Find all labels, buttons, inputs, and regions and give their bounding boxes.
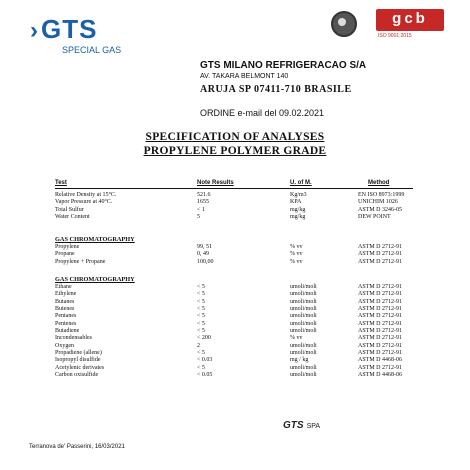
table-cell-unit: % vv xyxy=(290,243,303,250)
table-cell-method: ASTM D 2712-91 xyxy=(358,243,403,250)
table-cell-result: < 0.05 xyxy=(197,372,213,379)
table-cell-test: Carbon oxisulfide xyxy=(55,372,99,379)
table-cell-method: ASTM D 2712-91 xyxy=(358,291,403,298)
table-cell-unit: umoli/moli xyxy=(290,305,317,312)
recipient-company: GTS MILANO REFRIGERACAO S/A xyxy=(200,60,367,71)
logo-subtitle: SPECIAL GAS xyxy=(62,45,122,55)
table-cell-unit: umoli/moli xyxy=(290,283,317,290)
table-cell-test: Isopropyl disulfide xyxy=(55,357,101,364)
order-reference: ORDINE e-mail del 09.02.2021 xyxy=(200,108,325,118)
table-cell-result: < 1 xyxy=(197,206,205,213)
table-cell-method: ASTM D 4468-06 xyxy=(358,372,403,379)
table-cell-unit: umoli/moli xyxy=(290,364,317,371)
table-cell-method: DEW POINT xyxy=(358,214,391,221)
table-cell-result: < 200 xyxy=(197,335,211,342)
table-cell-unit: umoli/moli xyxy=(290,291,317,298)
table-cell-test: Propylene xyxy=(55,243,80,250)
table-cell-unit: % vv xyxy=(290,251,303,258)
table-cell-test: Ethane xyxy=(55,283,72,290)
certification-logo xyxy=(376,9,444,31)
footer-place-date: Terranova de' Passerini, 16/03/2021 xyxy=(29,444,125,450)
table-cell-method: ASTM D 2712-91 xyxy=(358,251,403,258)
table-cell-test: Oxygen xyxy=(55,342,74,349)
table-cell-unit: umoli/moli xyxy=(290,313,317,320)
col-header-test: Test xyxy=(55,180,67,186)
table-cell-result: 1655 xyxy=(197,199,209,206)
section-title: GAS CHROMATOGRAPHY xyxy=(55,276,135,283)
table-cell-test: Vapor Pressure at 40°C. xyxy=(55,199,113,206)
table-cell-method: ASTM D 2712-91 xyxy=(358,335,403,342)
table-cell-result: < 5 xyxy=(197,298,205,305)
table-cell-unit: umoli/moli xyxy=(290,372,317,379)
table-cell-test: Ethylene xyxy=(55,291,77,298)
table-cell-test: Butadiene xyxy=(55,327,80,334)
recipient-city: ARUJA SP 07411-710 BRASILE xyxy=(200,84,352,95)
table-cell-result: < 0.03 xyxy=(197,357,213,364)
table-cell-test: Incondensables xyxy=(55,335,92,342)
table-cell-unit: Kg/m3 xyxy=(290,192,307,198)
logo-text: GTS xyxy=(41,14,98,44)
table-cell-method: ASTM D 3246-05 xyxy=(358,206,403,213)
table-cell-method: ASTM D 2712-91 xyxy=(358,327,403,334)
signature xyxy=(283,420,320,431)
table-cell-method: ASTM D 2712-91 xyxy=(358,298,403,305)
table-cell-result: 2 xyxy=(197,342,200,349)
table-cell-method: ASTM D 2712-91 xyxy=(358,258,403,265)
table-cell-unit: umoli/moli xyxy=(290,327,317,334)
table-cell-result: < 5 xyxy=(197,320,205,327)
col-header-method: Method xyxy=(368,180,390,186)
table-cell-unit: % vv xyxy=(290,258,303,265)
chevron-logo-icon: › xyxy=(30,17,39,44)
table-cell-method: ASTM D 4468-06 xyxy=(358,357,403,364)
col-header-unit: U. of M. xyxy=(290,180,312,186)
document-title: SPECIFICATION OF ANALYSES xyxy=(145,131,325,143)
table-cell-method: ASTM D 2712-91 xyxy=(358,313,403,320)
table-cell-test: Propane xyxy=(55,251,75,258)
table-cell-result: < 5 xyxy=(197,364,205,371)
table-cell-unit: mg/kg xyxy=(290,214,306,221)
table-cell-unit: mg / kg xyxy=(290,357,309,364)
table-cell-unit: umoli/moli xyxy=(290,350,317,356)
table-cell-test: Relative Density at 15°C. xyxy=(55,192,117,198)
table-cell-result: < 5 xyxy=(197,283,205,290)
table-cell-method: ASTM D 2712-91 xyxy=(358,364,403,371)
table-cell-method: UNICHIM 1026 xyxy=(358,199,398,206)
table-cell-method: EN ISO 8973:1999 xyxy=(358,192,405,198)
signature-text: GTS xyxy=(283,420,304,431)
table-cell-result: < 5 xyxy=(197,291,205,298)
table-cell-unit: mg/kg xyxy=(290,206,306,213)
table-cell-result: < 5 xyxy=(197,305,205,312)
table-cell-test: Butenes xyxy=(55,305,75,312)
table-cell-unit: umoli/moli xyxy=(290,342,317,349)
table-cell-test: Propylene + Propane xyxy=(55,258,106,265)
section-title: GAS CHROMATOGRAPHY xyxy=(55,236,135,243)
table-cell-result: 99, 51 xyxy=(197,243,212,250)
table-cell-unit: KPA xyxy=(290,199,302,206)
table-cell-result: 521.6 xyxy=(197,192,211,198)
table-cell-unit: umoli/moli xyxy=(290,320,317,327)
table-cell-result: 100,00 xyxy=(197,258,214,265)
cert-logo-text: gcb xyxy=(392,10,428,27)
table-cell-test: Acetylenic derivates xyxy=(55,364,105,371)
table-cell-unit: % vv xyxy=(290,335,303,342)
table-cell-unit: umoli/moli xyxy=(290,298,317,305)
document-subtitle: PROPYLENE POLYMER GRADE xyxy=(143,145,327,157)
table-cell-method: ASTM D 2712-91 xyxy=(358,283,403,290)
table-cell-result: 0, 49 xyxy=(197,251,209,258)
table-cell-result: < 5 xyxy=(197,350,205,356)
table-cell-result: < 5 xyxy=(197,313,205,320)
table-cell-result: < 5 xyxy=(197,327,205,334)
table-cell-test: Butanes xyxy=(55,298,75,305)
table-cell-method: ASTM D 2712-91 xyxy=(358,342,403,349)
signature-suffix: SPA xyxy=(306,423,321,430)
table-cell-test: Pentanes xyxy=(55,313,77,320)
recipient-street: AV. TAKARA BELMONT 140 xyxy=(200,73,289,80)
cert-subtitle: ISO 9001:2015 xyxy=(378,33,412,39)
col-header-result: Note Results xyxy=(197,180,234,186)
table-cell-test: Propadiene (allene) xyxy=(55,350,102,356)
table-cell-test: Water Content xyxy=(55,214,90,221)
header-divider xyxy=(55,188,413,189)
table-cell-method: ASTM D 2712-91 xyxy=(358,320,403,327)
seal-icon xyxy=(331,11,357,37)
table-cell-test: Total Sulfur xyxy=(55,206,84,213)
table-cell-result: 5 xyxy=(197,214,200,221)
gts-logo xyxy=(30,14,97,45)
table-cell-test: Pentenes xyxy=(55,320,77,327)
table-cell-method: ASTM D 2712-91 xyxy=(358,350,403,356)
table-cell-method: ASTM D 2712-91 xyxy=(358,305,403,312)
